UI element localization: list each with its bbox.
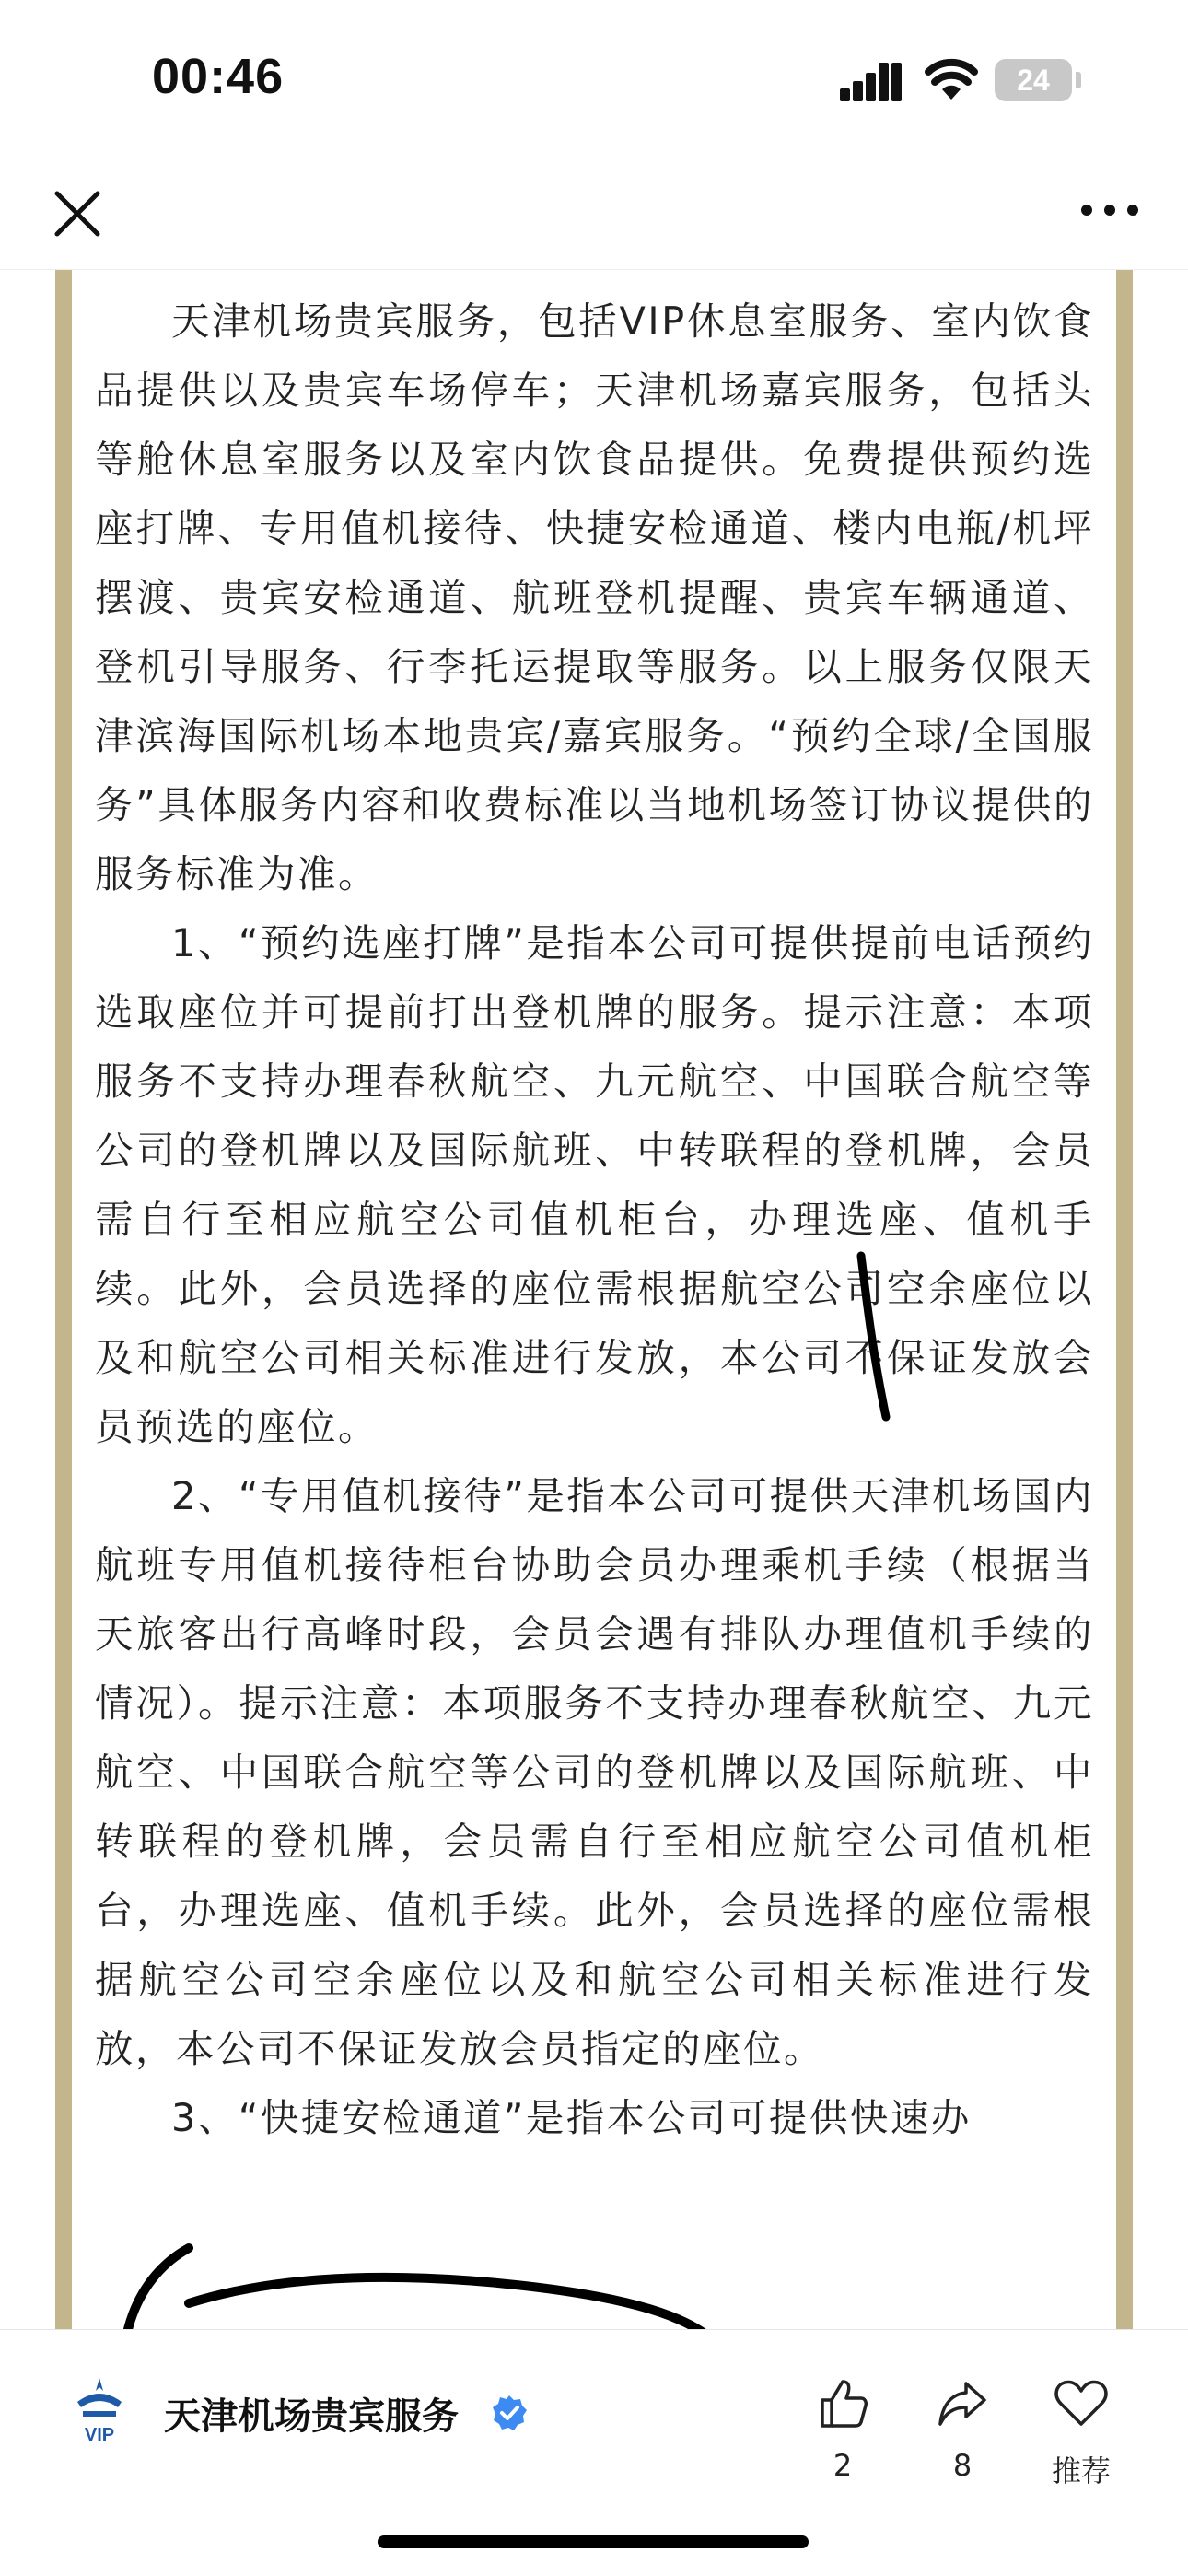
cellular-signal-icon	[840, 61, 904, 101]
recommend-label: 推荐	[1051, 2453, 1111, 2488]
article-paragraph: 2、“专用值机接待”是指本公司可提供天津机场国内航班专用值机接待柜台协助会员办理乘机手续（根据当天旅客出行高峰时段，会员会遇有排队办理值机手续的情况）。提示注意：本项服务不支持办理春秋航空、九元航空、中国联合航空等公司的登机牌以及国际航班、中转联程的登机牌，会员需自行至相应航空公司值机柜台，办理选座、值机手续。此外，会员选择的座位需根据航空公司空余座位以及和航空公司相关标准进行发放，本公司不保证发放会员指定的座位。	[95, 1473, 1094, 2071]
account-logo-icon[interactable]	[72, 2374, 127, 2448]
more-icon[interactable]	[1077, 192, 1142, 228]
article-body	[95, 287, 1094, 2152]
account-name[interactable]: 天津机场贵宾服务	[164, 2395, 459, 2438]
article-paragraph: 3、“快捷安检通道”是指本公司可提供快速办	[171, 2095, 972, 2140]
home-indicator[interactable]	[378, 2535, 809, 2548]
wifi-icon	[925, 57, 978, 101]
like-count: 2	[833, 2448, 853, 2483]
share-button[interactable]	[912, 2376, 1013, 2483]
like-button[interactable]	[792, 2376, 893, 2483]
battery-tip	[1076, 72, 1081, 88]
share-count: 8	[952, 2448, 973, 2483]
heart-icon	[1054, 2376, 1109, 2431]
right-border-decoration	[1116, 270, 1133, 2329]
battery-indicator: 24	[995, 59, 1072, 101]
left-border-decoration	[55, 270, 72, 2329]
share-icon	[935, 2376, 990, 2431]
recommend-button[interactable]	[1031, 2376, 1132, 2490]
nav-bar	[0, 157, 1188, 270]
thumbs-up-icon	[815, 2376, 870, 2431]
close-icon[interactable]	[48, 184, 107, 243]
account-logo-text: VIP	[84, 2425, 115, 2445]
article-paragraph: 1、“预约选座打牌”是指本公司可提供提前电话预约选取座位并可提前打出登机牌的服务。提示注意：本项服务不支持办理春秋航空、九元航空、中国联合航空等公司的登机牌以及国际航班、中转联程的登机牌，会员需自行至相应航空公司值机柜台，办理选座、值机手续。此外，会员选择的座位需根据航空公司空余座位以及和航空公司相关标准进行发放，本公司不保证发放会员预选的座位。	[95, 920, 1094, 1449]
article-paragraph: 天津机场贵宾服务，包括VIP休息室服务、室内饮食品提供以及贵宾车场停车；天津机场嘉宾服务，包括头等舱休息室服务以及室内饮食品提供。免费提供预约选座打牌、专用值机接待、快捷安检通道、楼内电瓶/机坪摆渡、贵宾安检通道、航班登机提醒、贵宾车辆通道、登机引导服务、行李托运提取等服务。以上服务仅限天津滨海国际机场本地贵宾/嘉宾服务。“预约全球/全国服务”具体服务内容和收费标准以当地机场签订协议提供的服务标准为准。	[95, 299, 1094, 896]
verified-badge-icon	[491, 2395, 528, 2431]
status-bar	[0, 0, 1188, 157]
status-time: 00:46	[152, 49, 285, 104]
article-content	[0, 270, 1188, 2329]
